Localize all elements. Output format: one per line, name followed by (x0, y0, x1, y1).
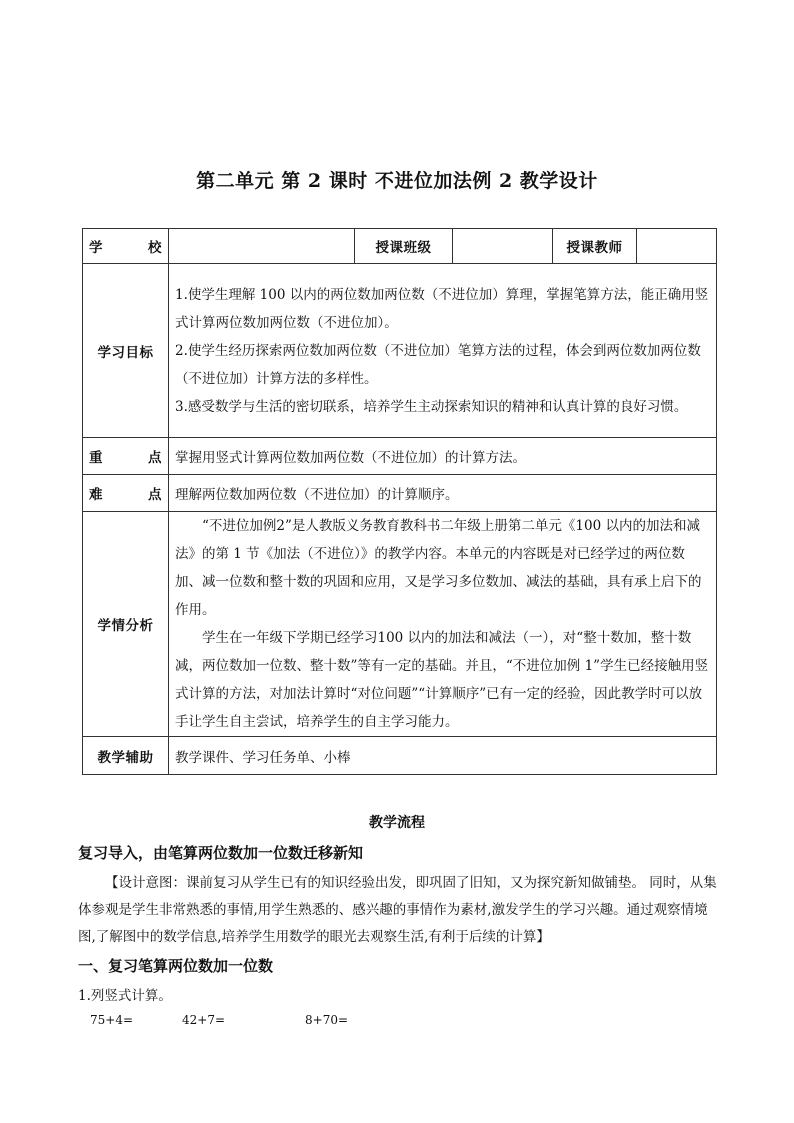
calc-item: 42+7= (182, 1013, 226, 1027)
key-label: 重 点 (83, 438, 169, 475)
subsection-heading: 一、复习笔算两位数加一位数 (78, 957, 274, 975)
table-row-key (83, 438, 717, 475)
difficulty-content: 理解两位数加两位数（不进位加）的计算顺序。 (169, 475, 717, 512)
teacher-label: 授课教师 (553, 229, 637, 264)
lesson-info-table (82, 228, 717, 775)
goals-content (169, 264, 717, 438)
difficulty-label: 难 点 (83, 475, 169, 512)
calc-item: 75+4= (90, 1013, 134, 1027)
exercise-instruction: 1.列竖式计算。 (78, 988, 172, 1004)
table-row-difficulty (83, 475, 717, 512)
goal-item: 1.使学生理解 100 以内的两位数加两位数（不进位加）算理，掌握笔算方法，能正确用竖式计算两位数加两位数（不进位加）。 (175, 286, 709, 331)
class-label: 授课班级 (355, 229, 453, 264)
goal-item: 2.使学生经历探索两位数加两位数（不进位加）笔算方法的过程，体会到两位数加两位数（不进位加）计算方法的多样性。 (175, 342, 701, 387)
analysis-label: 学情分析 (83, 512, 169, 737)
flow-title: 教学流程 (369, 815, 425, 831)
goals-label: 学习目标 (83, 264, 169, 438)
teacher-value (637, 229, 717, 264)
design-intent: 【设计意图：课前复习从学生已有的知识经验出发，即巩固了旧知，又为探究新知做铺垫。 同时，从集体参观是学生非常熟悉的事情,用学生熟悉的、感兴趣的事情作为素材,激发学生的学习兴趣。通过观察情境图,了解图中的数学信息,培养学生用数学的眼光去观察生活,有利于后续的计算】 (78, 875, 717, 945)
calc-item: 8+70= (305, 1013, 349, 1027)
page-title: 第二单元 第 2 课时 不进位加法例 2 教学设计 (196, 170, 598, 192)
table-row-aids (83, 737, 717, 775)
analysis-paragraph: “不进位加例2”是人教版义务教育教科书二年级上册第二单元《100 以内的加法和减法》的第 1 节《加法（不进位）》的教学内容。本单元的内容既是对已经学过的两位数加、减一位数和整十数的巩固和应用，又是学习多位数加、减法的基础，具有承上启下的作用。 (175, 518, 702, 618)
school-value (169, 229, 355, 264)
analysis-paragraph: 学生在一年级下学期已经学习100 以内的加法和减法（一），对“整十数加，整十数减，两位数加一位数、整十数”等有一定的基础。并且，“不进位加例 1”学生已经接触用竖式计算的方法，对加法计算时“对位问题”“计算顺序”已有一定的经验，因此教学时可以放手让学生自主尝试，培养学生的自主学习能力。 (175, 630, 709, 730)
section-heading: 复习导入，由笔算两位数加一位数迁移新知 (78, 844, 364, 862)
table-row-goals (83, 264, 717, 438)
class-value (453, 229, 553, 264)
key-content: 掌握用竖式计算两位数加两位数（不进位加）的计算方法。 (169, 438, 717, 475)
aids-label: 教学辅助 (83, 737, 169, 775)
aids-content: 教学课件、学习任务单、小棒 (169, 737, 717, 775)
goal-item: 3.感受数学与生活的密切联系，培养学生主动探索知识的精神和认真计算的良好习惯。 (175, 398, 688, 415)
table-row-analysis (83, 512, 717, 737)
table-row-school (83, 229, 717, 264)
school-label: 学 校 (83, 229, 169, 264)
analysis-content (169, 512, 717, 737)
